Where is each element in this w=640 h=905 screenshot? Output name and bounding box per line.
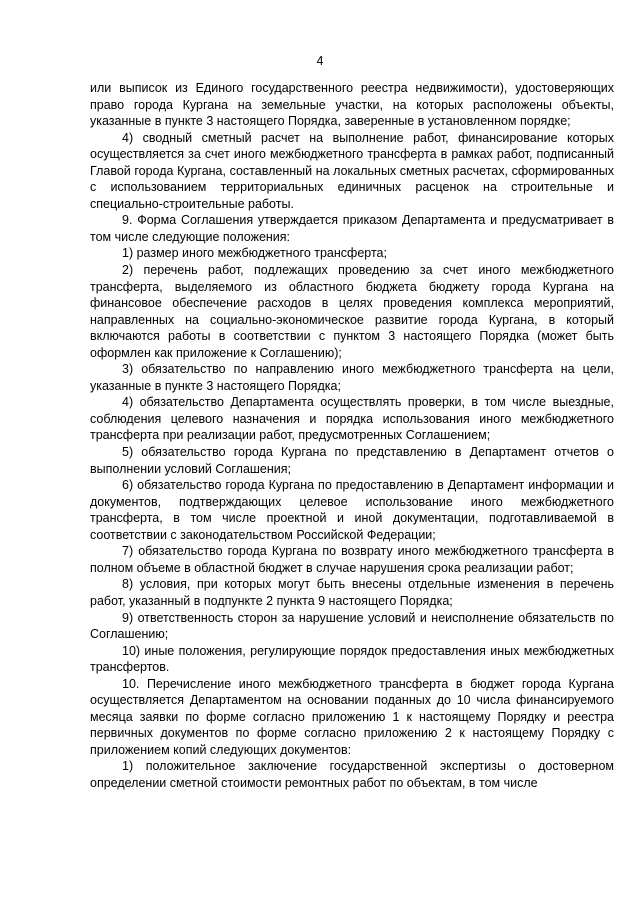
paragraph: 6) обязательство города Кургана по предоставлению в Департамент информации и документов, подтверждающих целевое использование иного межбюджетного трансферта, в том числе проектной и иной документации, подготавливаемой в соответствии с законодательством Российской Федерации;	[90, 478, 614, 542]
paragraph: 5) обязательство города Кургана по представлению в Департамент отчетов о выполнении условий Соглашения;	[90, 445, 614, 476]
paragraph: 3) обязательство по направлению иного межбюджетного трансферта на цели, указанные в пункте 3 настоящего Порядка;	[90, 362, 614, 393]
paragraph: 10) иные положения, регулирующие порядок предоставления иных межбюджетных трансфертов.	[90, 643, 614, 675]
paragraph: 10. Перечисление иного межбюджетного трансферта в бюджет города Кургана осуществляется Департаментом на основании поданных до 10 числа финансируемого месяца заявки по форме согласно приложению 1 к настоящему Порядку и реестра первичных документов по форме согласно приложению 2 к настоящему Порядку с приложением копий следующих документов:	[90, 676, 614, 757]
paragraph: 1) положительное заключение государственной экспертизы о достоверном определении сметной стоимости ремонтных работ по объектам, в том числе	[90, 759, 614, 790]
paragraph: 1) размер иного межбюджетного трансферта;	[122, 246, 387, 261]
paragraph: 2) перечень работ, подлежащих проведению за счет иного межбюджетного трансферта, выделяемого из областного бюджета бюджету города Кургана на финансовое обеспечение расходов в целях проведения комплекса мероприятий, направленных на социально-экономическое развитие города Кургана, в который включаются работы в соответствии с пунктом 3 настоящего Порядка (может быть оформлен как приложение к Соглашению);	[90, 263, 614, 360]
paragraph: или выписок из Единого государственного реестра недвижимости), удостоверяющих право города Кургана на земельные участки, на которых расположены объекты, указанные в пункте 3 настоящего Порядка, заверенные в установленном порядке;	[90, 81, 614, 129]
paragraph: 7) обязательство города Кургана по возврату иного межбюджетного трансферта в полном объеме в областной бюджет в случае нарушения срока реализации работ;	[90, 544, 614, 575]
paragraph: 8) условия, при которых могут быть внесены отдельные изменения в перечень работ, указанный в подпункте 2 пункта 9 настоящего Порядка;	[90, 577, 614, 608]
document-body	[90, 80, 614, 792]
paragraph: 9. Форма Соглашения утверждается приказом Департамента и предусматривает в том числе следующие положения:	[90, 213, 614, 244]
paragraph: 4) обязательство Департамента осуществлять проверки, в том числе выездные, соблюдения целевого назначения и порядка использования иного межбюджетного трансферта при реализации работ, предусмотренных Соглашением;	[90, 395, 614, 443]
paragraph: 4) сводный сметный расчет на выполнение работ, финансирование которых осуществляется за счет иного межбюджетного трансферта в рамках работ, подписанный Главой города Кургана, составленный на локальных сметных расчетах, сформированных с использованием территориальных единичных расценок на строительные и специально-строительные работы.	[90, 130, 614, 211]
paragraph: 9) ответственность сторон за нарушение условий и неисполнение обязательств по Соглашению;	[90, 610, 614, 642]
page-number: 4	[316, 54, 324, 68]
